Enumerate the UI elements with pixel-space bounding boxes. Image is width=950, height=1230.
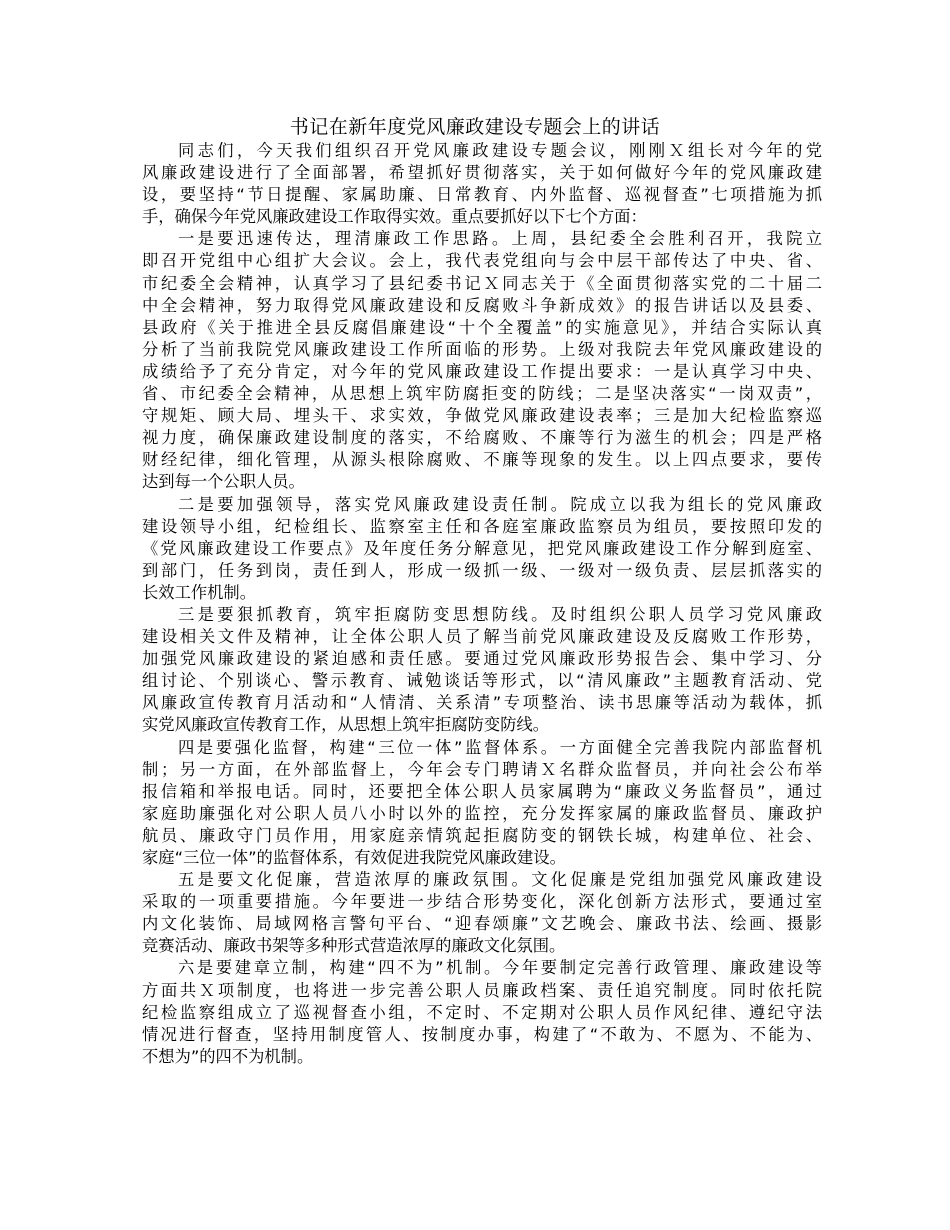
paragraph-line: 组讨论、个别谈心、警示教育、诫勉谈话等形式，以“清风廉政”主题教育活动、党 [142,671,822,691]
paragraph-line: 三是要狠抓教育，筑牢拒腐防变思想防线。及时组织公职人员学习党风廉政 [178,604,822,624]
paragraph-line: 方面共Ｘ项制度，也将进一步完善公职人员廉政档案、责任追究制度。同时依托院 [142,980,822,1000]
paragraph-line: 达到每一个公职人员。 [142,472,305,492]
paragraph-line: 手，确保今年党风廉政建设工作取得实效。重点要抓好以下七个方面： [142,207,647,227]
paragraph [142,228,822,493]
paragraph-line: 加强党风廉政建设的紧迫感和责任感。要通过党风廉政形势报告会、集中学习、分 [142,649,822,669]
paragraph-line: 情况进行督查，坚持用制度管人、按制度办事，构建了“不敢为、不愿为、不能为、 [142,1024,822,1044]
paragraph-line: 不想为”的四不为机制。 [142,1046,314,1066]
paragraph-line: 守规矩、顾大局、埋头干、求实效，争做党风廉政建设表率；三是加大纪检监察巡 [142,406,822,426]
paragraph-line: 一是要迅速传达，理清廉政工作思路。上周，县纪委全会胜利召开，我院立 [178,229,822,249]
paragraph-line: 同志们，今天我们组织召开党风廉政建设专题会议，刚刚Ｘ组长对今年的党 [178,141,822,160]
document-title: 书记在新年度党风廉政建设专题会上的讲话 [289,116,661,138]
paragraph-line: 制；另一方面，在外部监督上，今年会专门聘请Ｘ名群众监督员，并向社会公布举 [142,759,822,779]
paragraph-line: 建设领导小组，纪检组长、监察室主任和各庭室廉政监察员为组员，要按照印发的 [142,516,822,536]
paragraph [142,869,822,957]
paragraph-line: 县政府《关于推进全县反腐倡廉建设“十个全覆盖”的实施意见》，并结合实际认真 [142,317,822,337]
paragraph-line: 省、市纪委全会精神，从思想上筑牢防腐拒变的防线；二是坚决落实“一岗双责”， [142,384,822,404]
paragraph-line: 五是要文化促廉，营造浓厚的廉政氛围。文化促廉是党组加强党风廉政建设 [178,870,822,890]
paragraph-line: 纪检监察组成立了巡视督查小组，不定时、不定期对公职人员作风纪律、遵纪守法 [142,1002,822,1022]
paragraph-line: 竞赛活动、廉政书架等多种形式营造浓厚的廉政文化氛围。 [142,936,566,956]
paragraph [142,737,822,870]
paragraph-line: 实党风廉政宣传教育工作，从思想上筑牢拒腐防变防线。 [142,715,550,735]
paragraph [142,140,822,228]
paragraph-line: 财经纪律，细化管理，从源头根除腐败、不廉等现象的发生。以上四点要求，要传 [142,450,822,470]
paragraph-line: 长效工作机制。 [142,582,256,602]
paragraph-line: 视力度，确保廉政建设制度的落实，不给腐败、不廉等行为滋生的机会；四是严格 [142,428,822,448]
paragraph-line: 航员、廉政守门员作用，用家庭亲情筑起拒腐防变的钢铁长城，构建单位、社会、 [142,825,822,845]
paragraph-line: 风廉政建设进行了全面部署，希望抓好贯彻落实，关于如何做好今年的党风廉政建 [142,163,822,183]
paragraph [142,494,822,604]
paragraph-line: 到部门，任务到岗，责任到人，形成一级抓一级、一级对一级负责、层层抓落实的 [142,560,822,580]
paragraph-line: 报信箱和举报电话。同时，还要把全体公职人员家属聘为“廉政义务监督员”，通过 [142,781,822,801]
paragraph-line: 成绩给予了充分肯定，对今年的党风廉政建设工作提出要求：一是认真学习中央、 [142,361,822,381]
paragraph-line: 建设相关文件及精神，让全体公职人员了解当前党风廉政建设及反腐败工作形势， [142,627,822,647]
document-body [142,140,822,1068]
paragraph-line: 采取的一项重要措施。今年要进一步结合形势变化，深化创新方法形式，要通过室 [142,892,822,912]
paragraph-line: 内文化装饰、局域网格言警句平台、“迎春颂廉”文艺晚会、廉政书法、绘画、摄影 [142,914,822,934]
paragraph-line: 家庭助廉强化对公职人员八小时以外的监控，充分发挥家属的廉政监督员、廉政护 [142,803,822,823]
paragraph-line: 六是要建章立制，构建“四不为”机制。今年要制定完善行政管理、廉政建设等 [178,958,822,978]
paragraph-line: 家庭“三位一体”的监督体系，有效促进我院党风廉政建设。 [142,848,566,867]
paragraph-line: 设，要坚持“节日提醒、家属助廉、日常教育、内外监督、巡视督查”七项措施为抓 [142,185,822,205]
paragraph-line: 分析了当前我院党风廉政建设工作所面临的形势。上级对我院去年党风廉政建设的 [142,339,822,359]
paragraph [142,957,822,1067]
paragraph [142,604,822,737]
paragraph-line: 二是要加强领导，落实党风廉政建设责任制。院成立以我为组长的党风廉政 [178,494,822,514]
paragraph-line: 风廉政宣传教育月活动和“人情清、关系清”专项整治、读书思廉等活动为载体，抓 [142,693,822,713]
paragraph-line: 中全会精神，努力取得党风廉政建设和反腐败斗争新成效》的报告讲话以及县委、 [142,295,822,315]
paragraph-line: 即召开党组中心组扩大会议。会上，我代表党组向与会中层干部传达了中央、省、 [142,251,822,271]
paragraph-line: 四是要强化监督，构建“三位一体”监督体系。一方面健全完善我院内部监督机 [178,737,822,757]
paragraph-line: 市纪委全会精神，认真学习了县纪委书记Ｘ同志关于《全面贯彻落实党的二十届二 [142,273,822,293]
paragraph-line: 《党风廉政建设工作要点》及年度任务分解意见，把党风廉政建设工作分解到庭室、 [142,538,822,558]
